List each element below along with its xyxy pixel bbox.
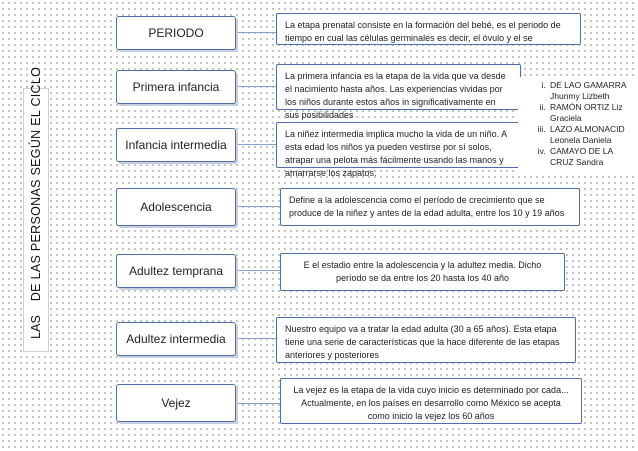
stage-description-infancia-intermedia [276,122,521,179]
connector-line [234,270,280,271]
stage-adultez-temprana [116,254,236,288]
stage-description-primera-infancia [276,64,521,121]
title-part-ciclo: DE LAS PERSONAS SEGÚN EL CICLO [29,66,43,302]
connector-line [234,86,276,87]
stage-description-periodo [276,13,581,45]
title-part-las: LAS [29,315,43,339]
stage-label: Adultez intermedia [126,332,226,346]
member-item: iii. LAZO ALMONACID Leonela Daniela [548,124,635,146]
stage-label: Infancia intermedia [125,138,227,152]
stage-periodo [116,16,236,50]
stage-description-vejez [280,378,582,424]
description-text: Nuestro equipo va a tratar la edad adulta (30 a 65 años). Esta etapa tiene una serie de características que la hace diferente de las etapas anteriores y posteriores [285,324,560,361]
stage-label: Primera infancia [132,80,220,94]
connector-line [234,403,280,404]
stage-infancia-intermedia [116,128,236,162]
stage-adultez-intermedia [116,322,236,356]
connector-line [234,206,280,207]
member-item: ii. RAMÓN ORTIZ Liz Graciela [548,102,635,124]
member-item: i. DE LAO GAMARRA Jhunmy Lizbeth [548,80,635,102]
stage-primera-infancia [116,70,236,104]
stage-label: Vejez [161,396,191,410]
description-text: La primera infancia es la etapa de la vida que va desde el nacimiento hasta años. Las experiencias vividas por los niños durante estos años in significativamente en sus posibilidades [285,71,506,121]
connector-line [234,32,276,33]
group-members-list [518,77,635,174]
diagram-title [23,66,49,352]
stage-adolescencia [116,188,236,226]
member-item: iv. CAMAYO DE LA CRUZ Sandra [548,146,635,168]
stage-description-adolescencia [280,188,580,226]
stage-label: Adultez temprana [128,264,224,278]
connector-line [234,144,276,145]
description-text: La etapa prenatal consiste en la formación del bebé, es el periodo de tiempo en cual las células germinales es decir, el óvulo y el se [285,20,561,44]
stage-label: Adolescencia [140,200,212,214]
stage-description-adultez-temprana [280,253,565,291]
description-text: La niñez intermedia implica mucho la vida de un niño. A esta edad los niños ya pueden vestirse por sí solos, atrapar una pelota más fácilmente usando las manos y amarrarse los zapatos. [285,129,507,179]
description-text: Define a la adolescencia como el período de crecimiento que se produce de la niñez y antes de la edad adulta, entre los 10 y 19 años [289,195,565,219]
stage-vejez [116,384,236,422]
description-text: La vejez es la etapa de la vida cuyo inicio es determinado por cada... Actualmente, en los países en desarrollo como México se acepta como inicio la vejez los 60 años [293,385,569,422]
stage-label: PERIODO [148,26,204,40]
stage-description-adultez-intermedia [276,317,576,363]
description-text: E el estadio entre la adolescencia y la adultez media. Dicho período se da entre los 20 hasta los 40 año [303,260,542,284]
connector-line [234,338,276,339]
